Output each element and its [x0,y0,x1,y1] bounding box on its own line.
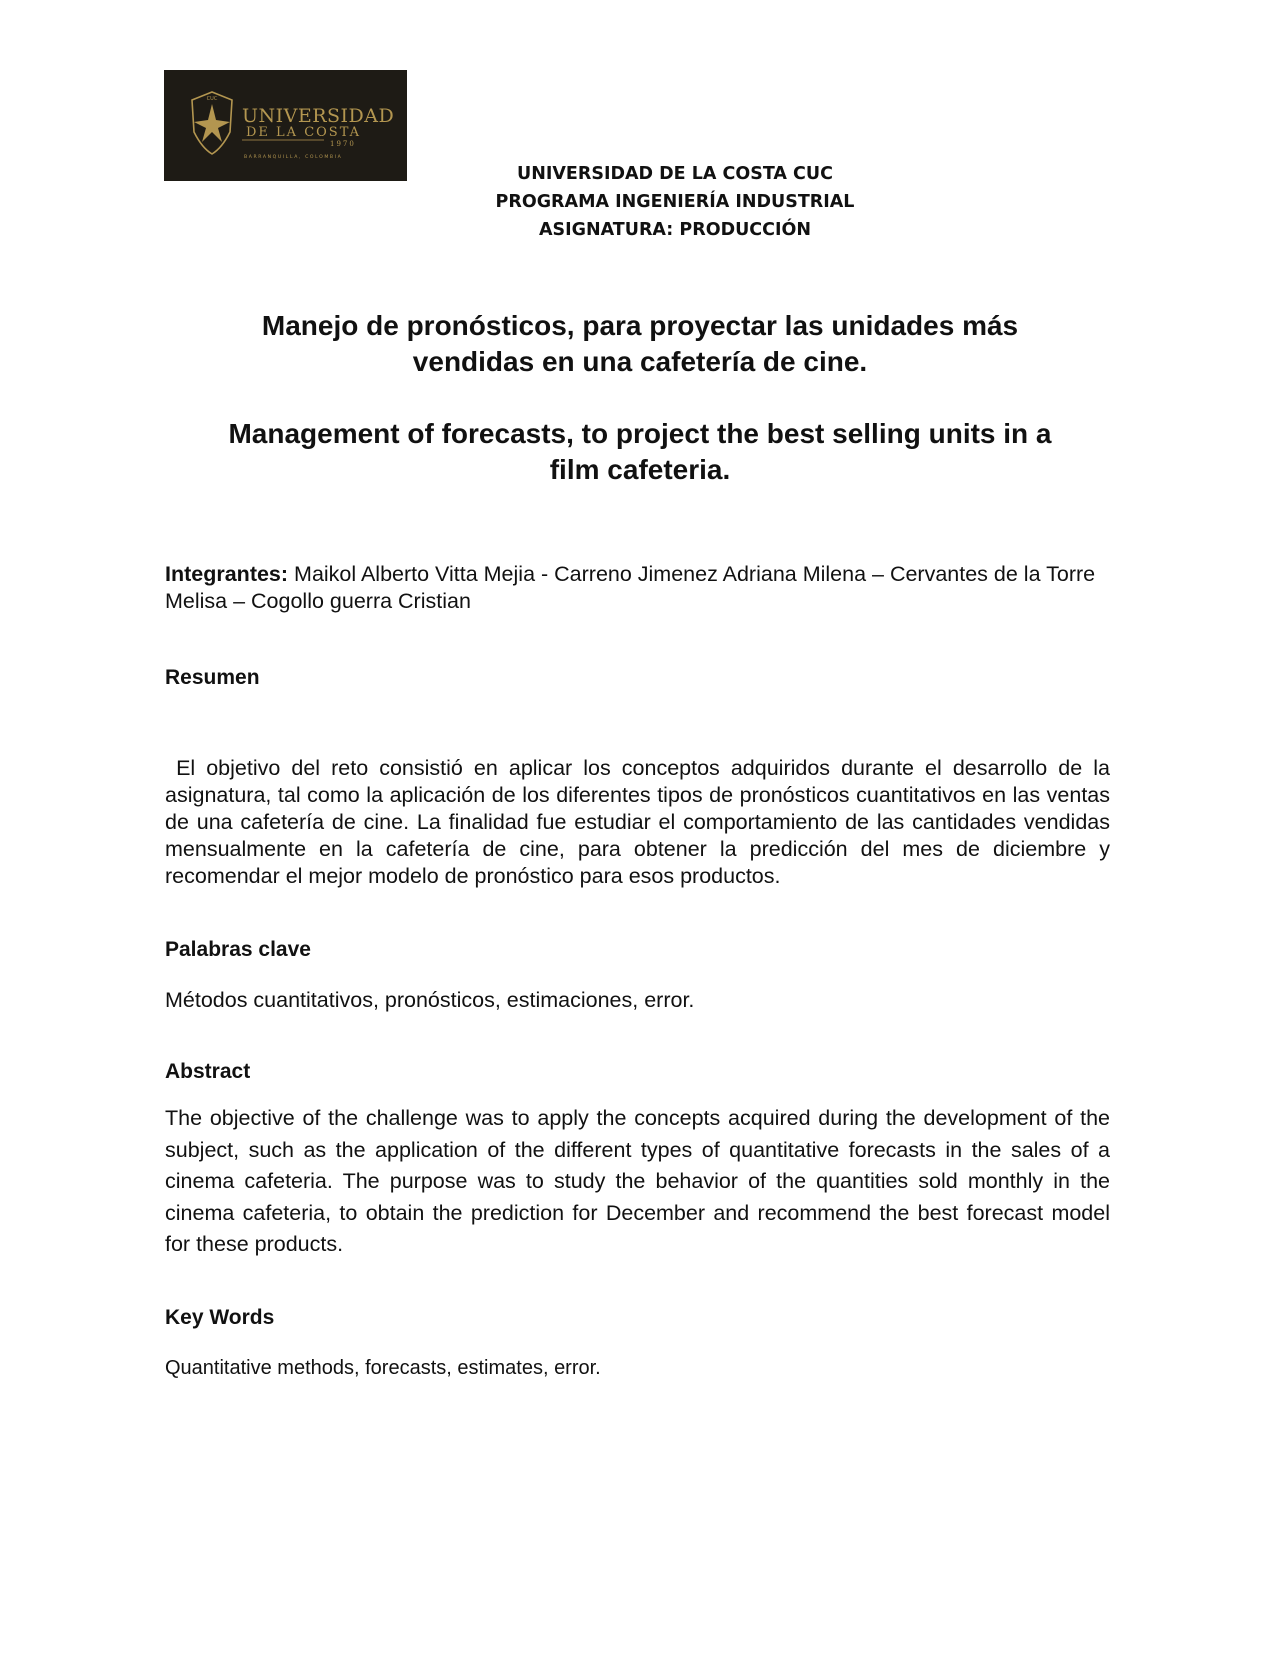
title-spanish-line-1: Manejo de pronósticos, para proyectar las unidades más [261,310,1019,341]
palabras-clave-body: Métodos cuantitativos, pronósticos, estimaciones, error. [165,988,695,1012]
palabras-clave-heading: Palabras clave [165,938,311,961]
institution-name: UNIVERSIDAD DE LA COSTA CUC [517,164,833,184]
svg-text:DE LA COSTA: DE LA COSTA [246,125,362,140]
course-name: ASIGNATURA: PRODUCCIÓN [538,220,812,240]
key-words-body: Quantitative methods, forecasts, estimates, error. [165,1357,601,1379]
authors-names: Maikol Alberto Vitta Mejia - Carreno Jimenez Adriana Milena – Cervantes de la Torre Melisa – Cogollo guerra Cristian [165,562,1096,613]
university-logo-mark [164,70,407,181]
institution-header [440,160,910,244]
title-english-line-1: Management of forecasts, to project the best selling units in a [228,418,1052,449]
shield-emblem-icon [192,92,232,154]
resumen-body: El objetivo del reto consistió en aplicar los conceptos adquiridos durante el desarrollo de la asignatura, tal como la aplicación de los diferentes tipos de pronósticos cuantitativos en las ventas de una cafetería de cine. La finalidad fue estudiar el comportamiento de las cantidades vendidas mensualmente en la cafetería de cine, para obtener la predicción del mes de diciembre y recomendar el mejor modelo de pronóstico para esos productos. [165,756,1116,888]
svg-text:CUC: CUC [206,96,218,102]
svg-text:1970: 1970 [330,140,356,148]
resumen-heading: Resumen [165,666,260,689]
abstract-heading: Abstract [165,1060,251,1083]
authors [165,561,1110,615]
title-spanish [160,308,1120,380]
svg-text:UNIVERSIDAD: UNIVERSIDAD [242,105,395,127]
title-english [160,416,1120,488]
title-spanish-line-2: vendidas en una cafetería de cine. [412,346,868,377]
university-logo [164,70,407,181]
key-words-heading: Key Words [165,1306,275,1329]
title-english-line-2: film cafeteria. [549,454,731,485]
svg-text:BARRANQUILLA, COLOMBIA: BARRANQUILLA, COLOMBIA [244,155,343,160]
program-name: PROGRAMA INGENIERÍA INDUSTRIAL [495,192,855,212]
authors-label: Integrantes: [165,562,289,586]
abstract-body: The objective of the challenge was to apply the concepts acquired during the development of the subject, such as the application of the different types of quantitative forecasts in the sales of a cinema cafeteria. The purpose was to study the behavior of the quantities sold monthly in the cinema cafeteria, to obtain the prediction for December and recommend the best forecast model for these products. [165,1106,1110,1256]
